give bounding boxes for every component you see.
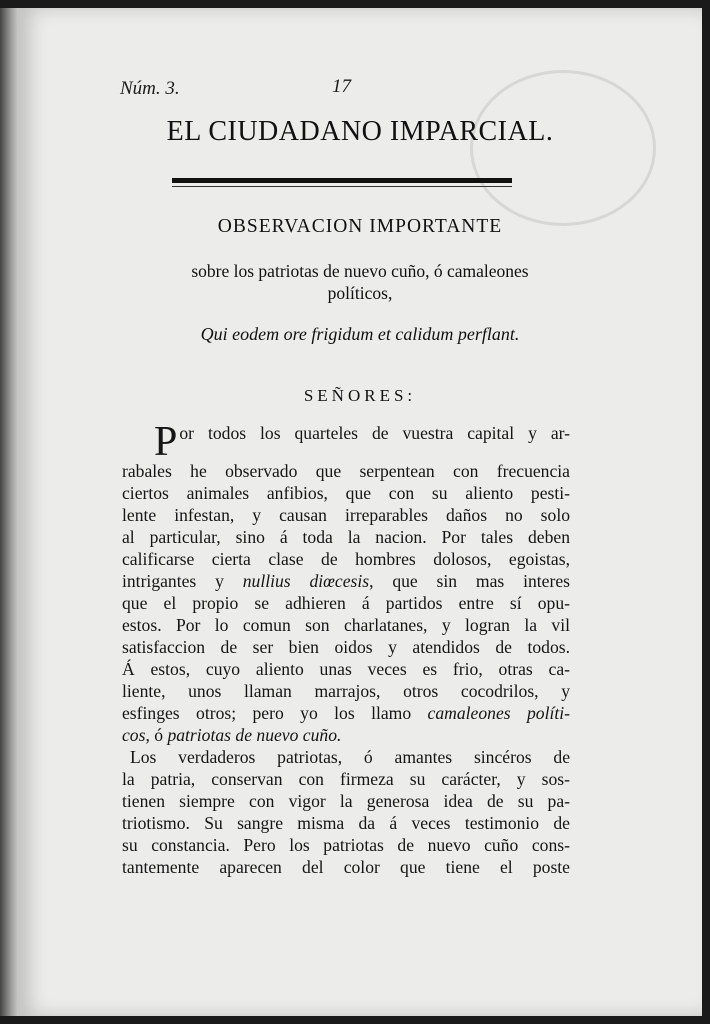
body-line: la patria, conservan con firmeza su carácter, y sos- xyxy=(122,769,570,789)
body-line: estos. Por lo comun son charlatanes, y logran la vil xyxy=(122,615,570,635)
page-number: 17 xyxy=(332,76,351,97)
body-line: tienen siempre con vigor la generosa idea de su pa- xyxy=(122,791,570,811)
body-line: satisfaccion de ser bien oidos y atendidos de todos. xyxy=(122,637,570,657)
epigraph: Qui eodem ore frigidum et calidum perflant. xyxy=(200,324,520,344)
body-segment: esfinges otros; pero yo los llamo xyxy=(122,703,428,723)
italic-term: patriotas de nuevo cuño. xyxy=(167,725,342,745)
title-rule-thick xyxy=(172,178,512,183)
body-line: or todos los quarteles de vuestra capital y ar- xyxy=(179,423,570,443)
article-subheading xyxy=(100,260,620,304)
body-line: lente infestan, y causan irreparables daños no solo xyxy=(122,505,570,525)
subheading-line-1: sobre los patriotas de nuevo cuño, ó camaleones xyxy=(191,261,529,281)
newspaper-title: EL CIUDADANO IMPARCIAL. xyxy=(166,116,554,147)
body-line: ciertos animales anfibios, que con su aliento pesti- xyxy=(122,483,570,503)
body-line xyxy=(122,724,570,746)
book-spine xyxy=(0,8,18,1016)
body-segment: intrigantes y xyxy=(122,571,243,591)
body-line: calificarse cierta clase de hombres dolosos, egoistas, xyxy=(122,549,570,569)
subheading-line-2: políticos, xyxy=(327,283,393,303)
salutation: SEÑORES: xyxy=(303,386,417,405)
italic-term: cos xyxy=(122,725,146,745)
body-line: triotismo. Su sangre misma da á veces testimonio de xyxy=(122,813,570,833)
title-rule-thin xyxy=(172,186,512,187)
body-line: Los verdaderos patriotas, ó amantes sincéros de xyxy=(130,747,570,767)
body-line: tantemente aparecen del color que tiene el poste xyxy=(122,857,570,877)
library-stamp xyxy=(470,70,656,226)
article-heading: OBSERVACION IMPORTANTE xyxy=(217,216,503,237)
drop-cap: P xyxy=(154,419,178,465)
issue-number: Núm. 3. xyxy=(120,78,180,99)
italic-term: camaleones políti- xyxy=(427,703,570,723)
body-segment: , que sin mas interes xyxy=(369,571,570,591)
body-line: rabales he observado que serpentean con frecuencia xyxy=(122,461,570,481)
body-line: que el propio se adhieren á partidos entre sí opu- xyxy=(122,593,570,613)
body-line: Á estos, cuyo aliento unas veces es frio, otras ca- xyxy=(122,659,570,679)
body-segment: , ó xyxy=(145,725,168,745)
body-line: liente, unos llaman marrajos, otros cocodrilos, y xyxy=(122,681,570,701)
body-line: su constancia. Pero los patriotas de nuevo cuño cons- xyxy=(122,835,570,855)
latin-phrase: nullius diœcesis xyxy=(242,571,370,591)
body-line: al particular, sino á toda la nacion. Por tales deben xyxy=(122,527,570,547)
article-body xyxy=(122,419,570,878)
body-line xyxy=(122,570,570,592)
body-line xyxy=(122,702,570,724)
